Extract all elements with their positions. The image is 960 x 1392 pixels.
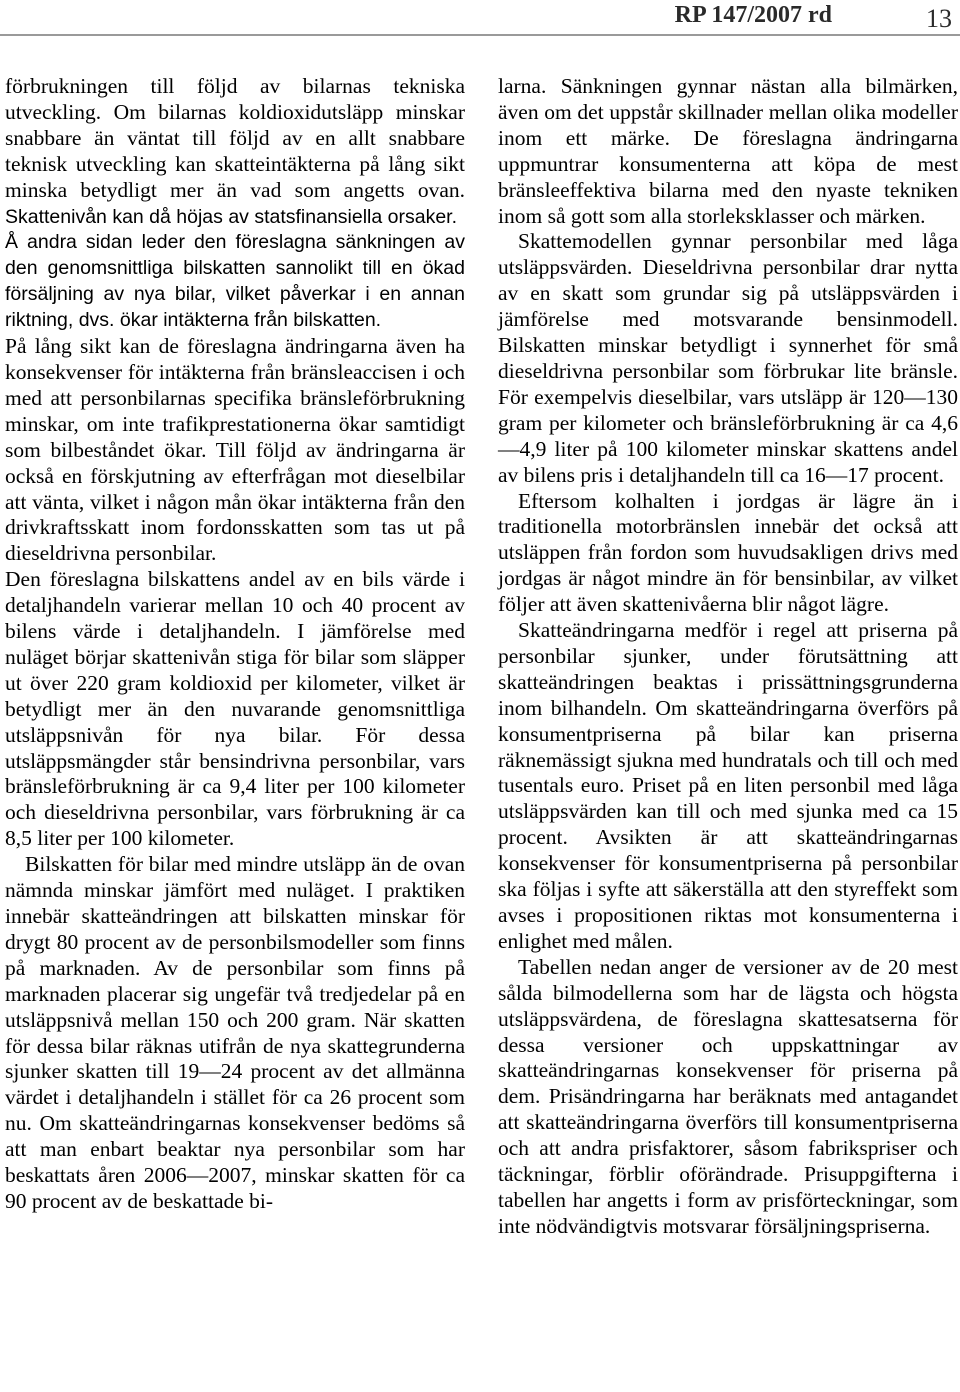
paragraph-6: larna. Sänkningen gynnar nästan alla bilmärken, även om det uppstår skillnader mellan olika modeller inom ett märke. De föreslagna ändringarna uppmuntrar konsumenterna att köpa de mest bränsleeffektiva bilarna med den nyaste tekniken inom så gott som alla storleksklasser och märken. xyxy=(498,74,958,228)
left-column xyxy=(5,74,465,1215)
paragraph-9: Skatteändringarna medför i regel att priserna på personbilar sjunker, under förutsättning att skatteändringen beaktas i prissättningsgrunderna inom bilhandeln. Om skatteändringarna överförs på konsumentpriserna på bilar kan priserna räknemässigt sjukna med hundratals och till och med tusentals euro. Priset på en liten personbil med låga utsläppsvärden kan till och med sjunka med ca 15 procent. Avsikten är att skatteändringarnas konsekvenser för konsumentpriserna på personbilar ska följas i syfte att säkerställa att den styreffekt som avses i propositionen riktas mot konsumenterna i enlighet med målen. xyxy=(498,618,958,953)
paragraph-5: Bilskatten för bilar med mindre utsläpp än de ovan nämnda minskar jämfört med nuläget. I praktiken innebär skatteändringen att bilskatten minskar för drygt 80 procent av de personbilsmodeller som finns på marknaden. Av de personbilar som finns på marknaden placerar sig ungefär två tredjedelar på en utsläppsnivå mellan 150 och 200 gram. När skatten för dessa bilar räknas utifrån de nya skattegrunderna sjunker skatten till 19—24 procent av det allmänna värdet i detaljhandeln i stället för ca 26 procent som nu. Om skatteändringarnas konsekvenser bedöms så att man enbart beaktar nya personbilar som har beskattats åren 2006—2007, minskar skatten för ca 90 procent av de beskattade bi- xyxy=(5,852,465,1213)
paragraph-8: Eftersom kolhalten i jordgas är lägre än i traditionella motorbränslen innebär det också att utsläppen från fordon som huvudsakligen drivs med jordgas är något mindre än för bensinbilar, av vilket följer att även skattenivåerna blir något lägre. xyxy=(498,488,958,617)
page-header xyxy=(0,0,960,40)
paragraph-1 xyxy=(5,74,465,230)
page-number: 13 xyxy=(926,4,952,33)
paragraph-2: Å andra sidan leder den föreslagna sänkningen av den genomsnittliga bilskatten sannolikt till en ökad försäljning av nya bilar, vilket påverkar i en annan riktning, dvs. ökar intäkterna från bilskatten. xyxy=(5,231,465,332)
document-reference: RP 147/2007 rd xyxy=(674,2,832,28)
paragraph-10: Tabellen nedan anger de versioner av de 20 mest sålda bilmodellerna som har de lägsta och högsta utsläppsvärdena, de föreslagna skattesatserna för dessa versioner och uppskattningar av skatteändringarnas konsekvenser för priserna på dem. Prisändringarna har beräknats med antagandet att skatteändringarna överförs till konsumentpriserna och att andra prisfaktorer, såsom fabrikspriser och täckningar, förblir oförändrade. Prisuppgifterna i tabellen har angetts i form av prisförteckningar, som inte nödvändigtvis motsvarar försäljningspriserna. xyxy=(498,954,958,1238)
paragraph-3: På lång sikt kan de föreslagna ändringarna även ha konsekvenser för intäkterna från bränsleaccisen i och med att personbilarnas specifika bränsleförbrukning minskar, om inte trafikprestationerna ökar samtidigt som bilbeståndet ökar. Till följd av ändringarna är också en förskjutning av efterfrågan mot dieselbilar att vänta, vilket i någon mån ökar intäkterna från den drivkraftsskatt inom fordonsskatten som tas ut på dieseldrivna personbilar. xyxy=(5,334,465,566)
right-column xyxy=(498,74,958,1240)
paragraph-1-sans-text: Skattenivån kan då höjas av statsfinansiella orsaker. xyxy=(5,205,458,228)
paragraph-1-text: förbrukningen till följd av bilarnas tekniska utveckling. Om bilarnas koldioxidutsläpp minskar snabbare än väntat till följd av en allt snabbare teknisk utveckling kan skatteintäkterna på lång sikt minska betydligt mer än vad som angetts ovan. xyxy=(5,74,465,202)
header-rule xyxy=(0,34,960,36)
paragraph-4: Den föreslagna bilskattens andel av en bils värde i detaljhandeln varierar mellan 10 och 40 procent av bilens värde i detaljhandeln. I jämförelse med nuläget börjar skattenivån stiga för bilar som släpper ut över 220 gram koldioxid per kilometer, vilket är betydligt mer än den nuvarande genomsnittliga utsläppsnivån för nya bilar. För dessa utsläppsmängder står bensindrivna personbilar, vars bränsleförbrukning är ca 9,4 liter per 100 kilometer och dieseldrivna personbilar, vars förbrukning är ca 8,5 liter per 100 kilometer. xyxy=(5,567,465,851)
paragraph-7: Skattemodellen gynnar personbilar med låga utsläppsvärden. Dieseldrivna personbilar drar nytta av en skatt som grundar sig på utsläppsvärden i jämförelse med motsvarande bensinmodell. Bilskatten minskar betydligt i synnerhet för små dieseldrivna personbilar som förbrukar lite bränsle. För exempelvis dieselbilar, vars utsläpp är 120—130 gram per kilometer och bränsleförbrukning är ca 4,6—4,9 liter på 100 kilometer minskar skattens andel av bilens pris i detaljhandeln till ca 16—17 procent. xyxy=(498,229,958,487)
